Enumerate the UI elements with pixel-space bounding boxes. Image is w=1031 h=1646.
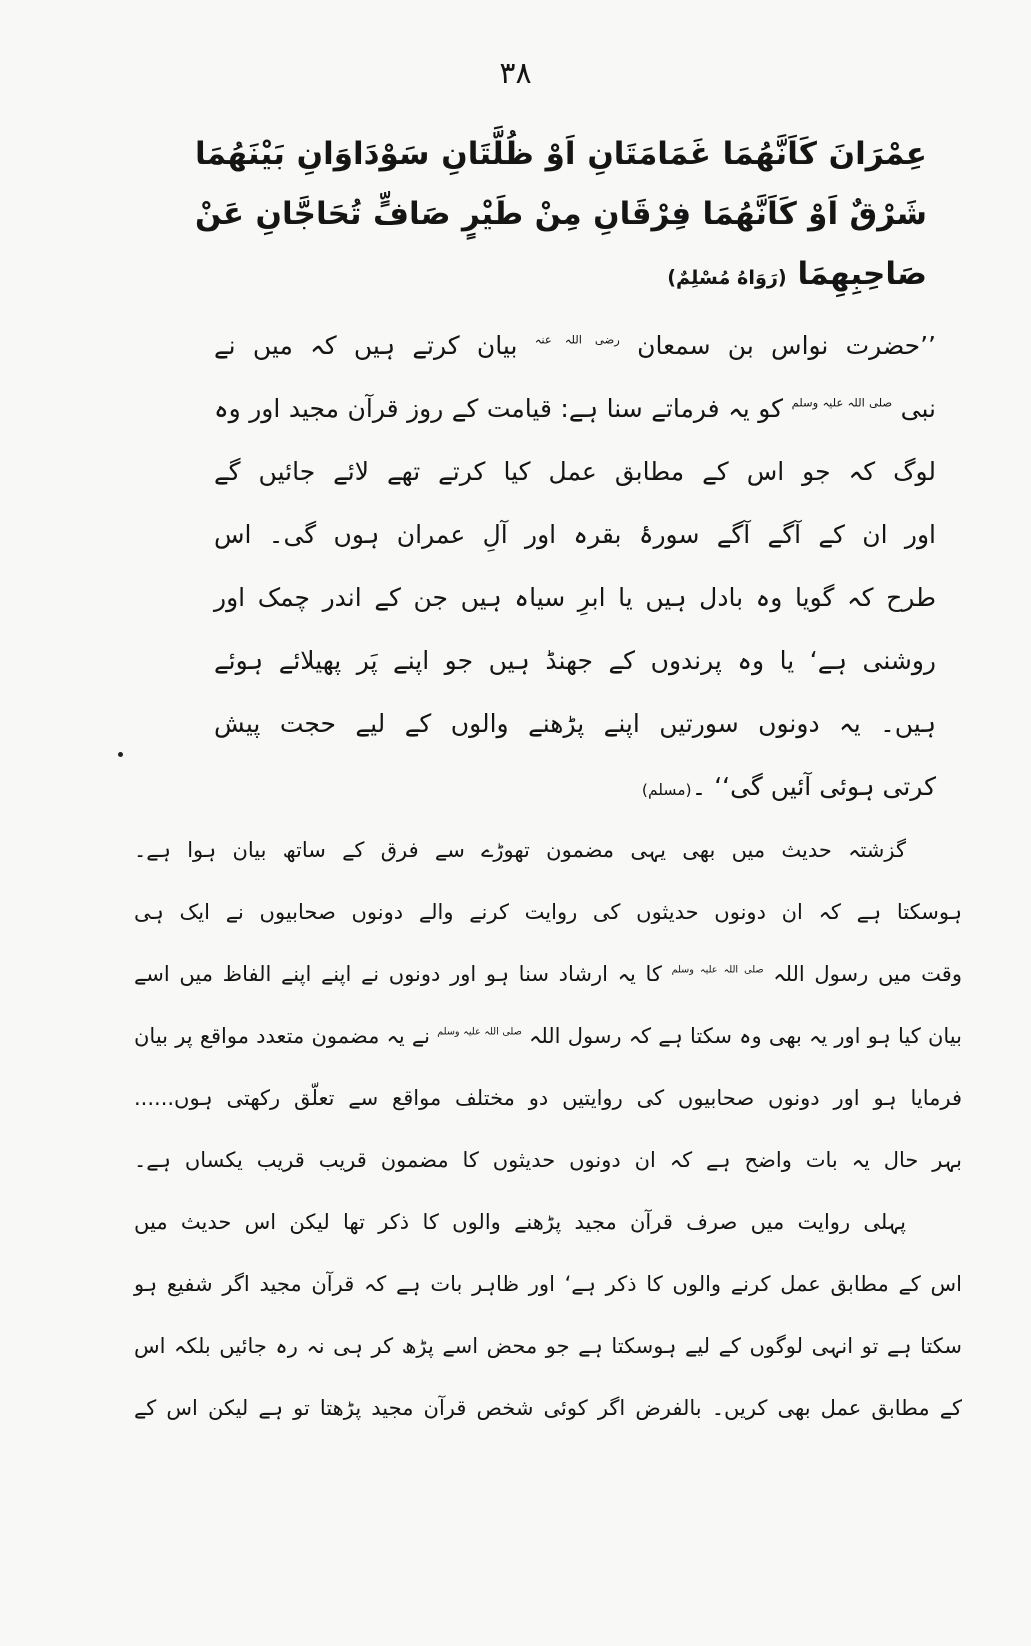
arabic-hadith-text [195, 124, 927, 308]
translation-line [214, 314, 936, 377]
commentary-line: گزشتہ حدیث میں بھی یہی مضمون تھوڑے سے فرق کے ساتھ بیان ہوا ہے۔ [134, 838, 906, 862]
arabic-line-text: صَاحِبِهِمَا [797, 256, 927, 292]
arabic-line: عِمْرَانَ كَاَنَّهُمَا غَمَامَتَانِ اَوْ ظُلَّتَانِ سَوْدَاوَانِ بَيْنَهُمَا [195, 136, 927, 172]
commentary-line: کے مطابق عمل بھی کریں۔ بالفرض اگر کوئی شخص قرآن مجید پڑھتا تو ہے لیکن اس کے [134, 1396, 962, 1420]
ink-dot [118, 752, 123, 757]
line-text: کا یہ ارشاد سنا ہو اور دونوں نے اپنے اپنے الفاظ میں اسے [134, 962, 662, 986]
honorific: صلی اللہ علیہ وسلم [791, 395, 893, 410]
translation-line [214, 755, 936, 822]
translation-line [214, 377, 936, 440]
line-text: کرتی ہوئی آئیں گی‘‘ ۔ [691, 772, 936, 801]
commentary-line [134, 1005, 962, 1067]
translation-line: لوگ کہ جو اس کے مطابق عمل کیا کرتے تھے لائے جائیں گے [214, 457, 936, 486]
line-text: نبی [900, 394, 937, 423]
line-text: کو یہ فرماتے سنا ہے: قیامت کے روز قرآن مجید اور وہ [214, 394, 784, 423]
line-text: بیان کیا ہو اور یہ بھی وہ سکتا ہے کہ رسول اللہ [529, 1024, 962, 1048]
line-text: نے یہ مضمون متعدد مواقع پر بیان [134, 1024, 431, 1048]
translation-line: ہیں۔ یہ دونوں سورتیں اپنے پڑھنے والوں کے لیے حجت پیش [214, 709, 936, 738]
page-number: ۳۸ [499, 56, 532, 91]
line-text: ’’حضرت نواس بن سمعان [637, 331, 936, 360]
commentary-line [134, 943, 962, 1005]
hadith-source: (رَوَاهُ مُسْلِمٌ) [667, 266, 787, 289]
commentary-line: فرمایا ہو اور دونوں صحابیوں کی روایتیں دو مختلف مواقع سے تعلّق رکھتی ہوں...... [134, 1086, 962, 1110]
honorific: صلی اللہ علیہ وسلم [671, 964, 764, 976]
commentary-line: بہر حال یہ بات واضح ہے کہ ان دونوں حدیثوں کا مضمون قریب قریب یکساں ہے۔ [134, 1148, 962, 1172]
commentary-line: اس کے مطابق عمل کرنے والوں کا ذکر ہے‘ اور ظاہر بات ہے کہ قرآن مجید اگر شفیع ہو [134, 1272, 962, 1296]
line-text: وقت میں رسول اللہ [773, 962, 962, 986]
translation-line: طرح کہ گویا وہ بادل ہیں یا ابرِ سیاہ ہیں جن کے اندر چمک اور [214, 583, 936, 612]
commentary-line: سکتا ہے تو انہی لوگوں کے لیے ہوسکتا ہے جو محض اسے پڑھ کر ہی نہ رہ جائیں بلکہ اس [134, 1334, 962, 1358]
arabic-line: شَرْقٌ اَوْ كَاَنَّهُمَا فِرْقَانِ مِنْ طَيْرٍ صَافٍّ تُحَاجَّانِ عَنْ [195, 196, 927, 232]
translation-line: روشنی ہے‘ یا وہ پرندوں کے جھنڈ ہیں جو اپنے پَر پھیلائے ہوئے [214, 646, 936, 675]
honorific: صلی اللہ علیہ وسلم [437, 1026, 522, 1038]
arabic-line [195, 244, 927, 308]
commentary-line: پہلی روایت میں صرف قرآن مجید پڑھنے والوں کا ذکر تھا لیکن اس حدیث میں [134, 1210, 906, 1234]
commentary-block [134, 819, 962, 1439]
hadith-source: (مسلم) [641, 781, 692, 799]
commentary-line: ہوسکتا ہے کہ ان دونوں حدیثوں کی روایت کرنے والے دونوں صحابیوں نے ایک ہی [134, 900, 962, 924]
translation-block [214, 314, 936, 822]
honorific: رضی اللہ عنہ [534, 332, 620, 347]
line-text: بیان کرتے ہیں کہ میں نے [214, 331, 518, 360]
translation-line: اور ان کے آگے آگے سورۂ بقرہ اور آلِ عمران ہوں گی۔ اس [214, 520, 936, 549]
